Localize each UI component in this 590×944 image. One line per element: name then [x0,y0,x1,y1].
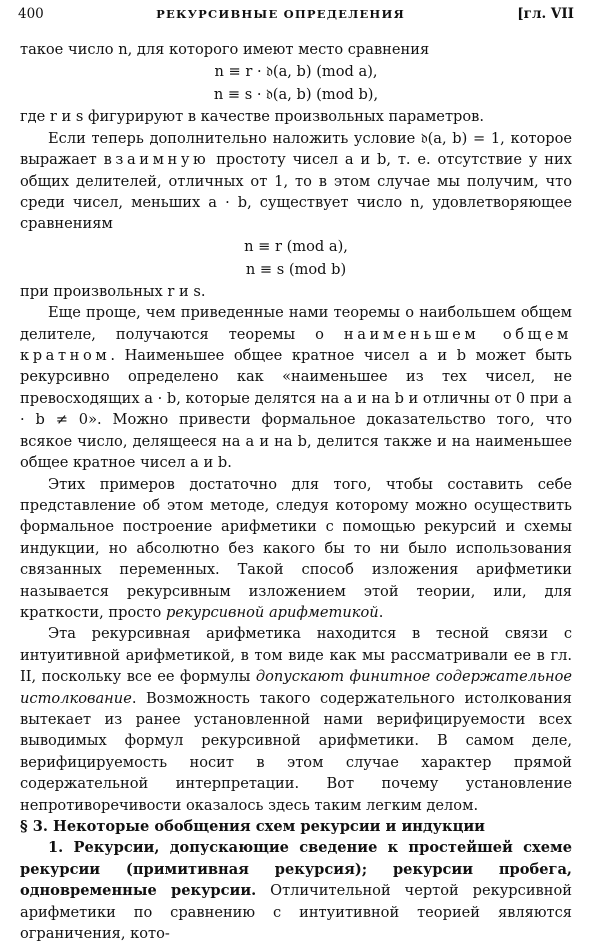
formula: n ≡ r · 𝔡(a, b) (mod a), [214,63,378,81]
chapter-marker: [гл. VII [517,6,574,22]
paragraph: где r и s фигурируют в качестве произвольных параметров. [20,108,484,126]
paragraph: при произвольных r и s. [20,282,206,300]
text-run: . Наименьшее общее кратное чисел a и b может быть рекурсивно определено как «наименьшее из тех чисел, не превосходящих a · b, которые делятся на a и на b и отличны от 0 при a · b ≠ 0». Можно привести формальное доказательство того, что всякое число, делящееся на a и на b, делится также и на наименьшее общее кратное чисел a и b. [20,347,572,472]
paragraph: такое число n, для которого имеют место сравнения [20,41,430,58]
italic-emphasis: рекурсивной арифметикой [165,603,379,621]
page-body [20,39,572,944]
text-run: . [378,603,384,621]
paragraph [20,474,572,624]
text-run: простоту чисел a и b, т. е. отсутствие у них общих делителей, отличных от 1, то в этом случае мы получим, что среди чисел, меньших a · b, существует число n, удовлетворяющее сравнениям [20,151,572,233]
formula: n ≡ s (mod b) [245,260,347,278]
paragraph [20,128,572,235]
text-run: Если теперь дополнительно наложить условие 𝔡(a, b) = 1, которое выражает [20,129,572,169]
formula: n ≡ s · 𝔡(a, b) (mod b), [213,86,379,104]
section-heading: § 3. Некоторые обобщения схем рекурсии и индукции [20,818,485,835]
italic-emphasis: допускают финитное содержательное истолкование [20,668,572,707]
text-run: Отличительной чертой рекурсивной арифметики по сравнению с интуитивной теорией являются ограничения, кото- [20,882,573,943]
text-run: . Возможность такого содержательного истолкования вытекает из ранее установленной нами верифицируемости всех выводимых формул рекурсивной арифметики. В самом деле, верифицируемость носит в этом случае характер прямой содержательной интерпретации. Вот почему установление непротиворечивости оказалось здесь таким легким делом. [20,689,572,814]
paragraph [20,623,572,816]
spaced-emphasis: взаимную [103,151,210,169]
text-run: Эта рекурсивная арифметика находится в тесной связи с интуитивной арифметикой, в том виде как мы рассматривали ее в гл. II, поскольку все ее формулы [20,625,572,686]
spaced-emphasis: наименьшем общем кратном [20,325,572,365]
paragraph [20,837,572,944]
text-run: Этих примеров достаточно для того, чтобы составить себе представление об этом методе, следуя которому можно осуществить формальное построение арифметики с помощью рекурсий и схемы индукции, но абсолютно без какого бы то ни было использования связанных переменных. Такой способ изложения арифметики называется рекурсивным изложением этой теории, или, для краткости, просто [20,475,572,621]
paragraph [20,302,572,473]
running-title: РЕКУРСИВНЫЕ ОПРЕДЕЛЕНИЯ [156,7,405,21]
formula: n ≡ r (mod a), [244,237,348,255]
page-number: 400 [18,6,44,22]
text-run: Еще проще, чем приведенные нами теоремы о наибольшем общем делителе, получаются теоремы о [20,304,572,343]
page-header [18,4,574,24]
subsection-title: 1. Рекурсии, допускающие сведение к простейшей схеме рекурсии (примитивная рекурсия); рекурсии пробега, одновременные рекурсии. [20,839,572,900]
